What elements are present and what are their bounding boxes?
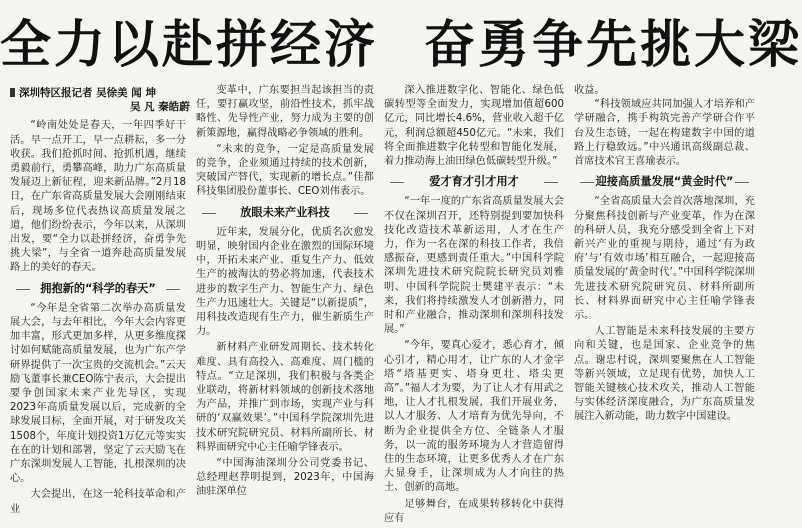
paragraph: 大会提出，在这一轮科技革命和产业 [10,489,186,515]
paragraph: “全省高质量大会首次落地深圳，充分聚焦科技创新与产业变革，作为在深的科研人员，我充分感受到全省上下对新兴产业的重视与期待，通过‘有为政府’与‘有效市场’相互融合，一起迎接高质量发展的‘黄金时代’。”中国科学院深圳先进技术研究院研究员、材料所副所长、材料界面研究中心主任喻学锋表示。 [574,196,755,322]
subheading: 拥抱新的“科学的春天” [10,282,186,296]
paragraph: 变革中，广东要担当起该担当的责任，要打赢攻坚，前沿性技术，抓牢战略性、先导性产业，努力成为主要的创新策源地，赢得战略必争领域的胜利。 [196,85,374,139]
byline-marker [10,88,15,97]
paragraph: 新材料产业研发周期长、技术转化难度、具有高投入、高难度、周门槛的特点。“立足深圳，我们积极与各类企业联动，将新材料领域的创新技术落地为产品，并推广到市场，实现产业与科研的‘双赢效果’。”中国科学院深圳先进技术研究院研究员、材料所副所长、材料界面研究中心主任喻学锋表示。 [196,342,374,453]
paragraph: 近年来，发展分化，优质名次愈发明显，映射国内企业在激烈的国际环境中，开拓未来产业、重复生产力、低效生产的被淘汰的势必将加速，代表技术进步的数字生产力、智能生产力、绿色生产力迅速壮大。关键是“以新提质”，用科技改造现有生产力，催生新质生产力。 [196,226,374,338]
article-column-3 [384,84,564,528]
byline-names-1: 吴徐美 闻 坤 [96,87,156,99]
subheading: 放眼未来产业科技 [196,206,374,220]
headline-right: 奋勇争先挑大梁 [424,16,802,75]
article-column-2 [196,84,374,502]
paragraph: 足够舞台，在成果转移转化中获得应有 [384,498,564,524]
page-headline [0,14,802,78]
paragraph: “岭南处处是春天，一年四季好干活。早一点开工，早一点耕耘，多一分收获。我们抢抓时间、抢抓机遇，继续勇毅前行，勇攀高峰，助力广东高质量发展迈上新征程，迎来新品牌。”2月18日，在广东省高质量发展大会刚刚结束后，现场多位代表热议高质量发展之道，他们纷纷表示，今年以来，从深圳出发，要“全力以赴拼经济，奋勇争先挑大梁”，与全省一道奔赴高质量发展路上的美好的春天。 [10,120,186,274]
article-column-4 [574,84,755,427]
paragraph: “今年，要真心爱才，悉心育才，倾心引才，精心用才，让广东的人才金字塔“塔基更实、塔身更壮、塔尖更高”。”福人才为要，为了让人才有用武之地，让人才扎根发展，我们开展业务，以人才服务、人才培育为优先导向，不断为企业提供全方位、全链条人才服务，以一流的服务环境为人才营造留得住的生态环境，让更多优秀人才在广东大显身手，让深圳成为人才向往的热土、创新的高地。 [384,340,564,494]
paragraph: 深入推进数字化、智能化、绿色低碳转型等全面发力，实现增加值超600亿元，同比增长4.6%，营业收入超千亿元，利润总额超450亿元。“未来，我们将全面推进数字化转型和智能化发展，着力推动海上油田绿色低碳转型升级。” [384,85,564,168]
headline-left: 全力以赴拼经济 [0,16,379,75]
subheading: 迎接高质量发展“黄金时代” [574,175,755,189]
paragraph: “未来的竞争，一定是高质量发展的竞争，企业须通过持续的技术创新，突破国产替代，实现新的增长点。”佳都科技集团股份董事长、CEO刘伟表示。 [196,143,374,198]
subheading: 爱才育才引才用才 [384,175,564,189]
byline-names-2: 吴 凡 秦皓蔚 [130,101,190,114]
paragraph: “一年一度的广东省高质量发展大会不仅在深圳召开，还特别提到要加快科技化改造技术革新运用，人才在生产力，作为一名在深的科技工作者，我倍感振奋，更感到责任重大。”中国科学院深圳先进技术研究院院长研究员刘雅明、中国科学院院士樊建平表示：“未来，我们将持续激发人才创新潜力，同时和产业融合，推动深圳和深圳科技发展。” [384,196,564,336]
paragraph: 人工智能是未来科技发展的主要方向和关键，也是国家、企业竞争的焦点。谢忠村说，深圳要聚焦在人工智能等新兴领域，立足现有优势，加快人工智能关键核心技术攻关，推动人工智能与实体经济深度融合，为广东高质量发展注入新动能，助力数字中国建设。 [574,326,755,423]
byline-prefix: 深圳特区报记者 [19,87,93,99]
paragraph: “中国海油深圳分公司党委书记、总经理赵荐明提到，2023年，中国海油驻深单位 [196,458,374,498]
paragraph: 收益。 [574,85,605,96]
byline [10,84,190,114]
paragraph: “今年是全省第二次举办高质量发展大会，与去年相比，今年大会内容更加丰富，形式更加多样，从更多维度探讨如何赋能高质量发展，也为广东产学研界提供了一次宝贵的交流机会。”云天励飞董事长兼CEO陈宁表示，大会提出要争创国家未来产业先导区，实现2023年高质量发展以后，完成新的全球发展目标，全面开展，对于研发攻关1508个，年度计划投资1万亿元等实实在在的计划和部署，坚定了云天励飞在广东深圳发展人工智能，扎根深圳的决心。 [10,302,186,485]
article-column-1 [10,84,190,519]
paragraph: “科技领域应共同加强人才培养和产学研融合，携手构筑完善产学研合作平台及生态链，一起在构建数字中国的道路上行稳致远。”中兴通讯高级副总裁、首席技术官王喜瑜表示。 [574,99,755,168]
